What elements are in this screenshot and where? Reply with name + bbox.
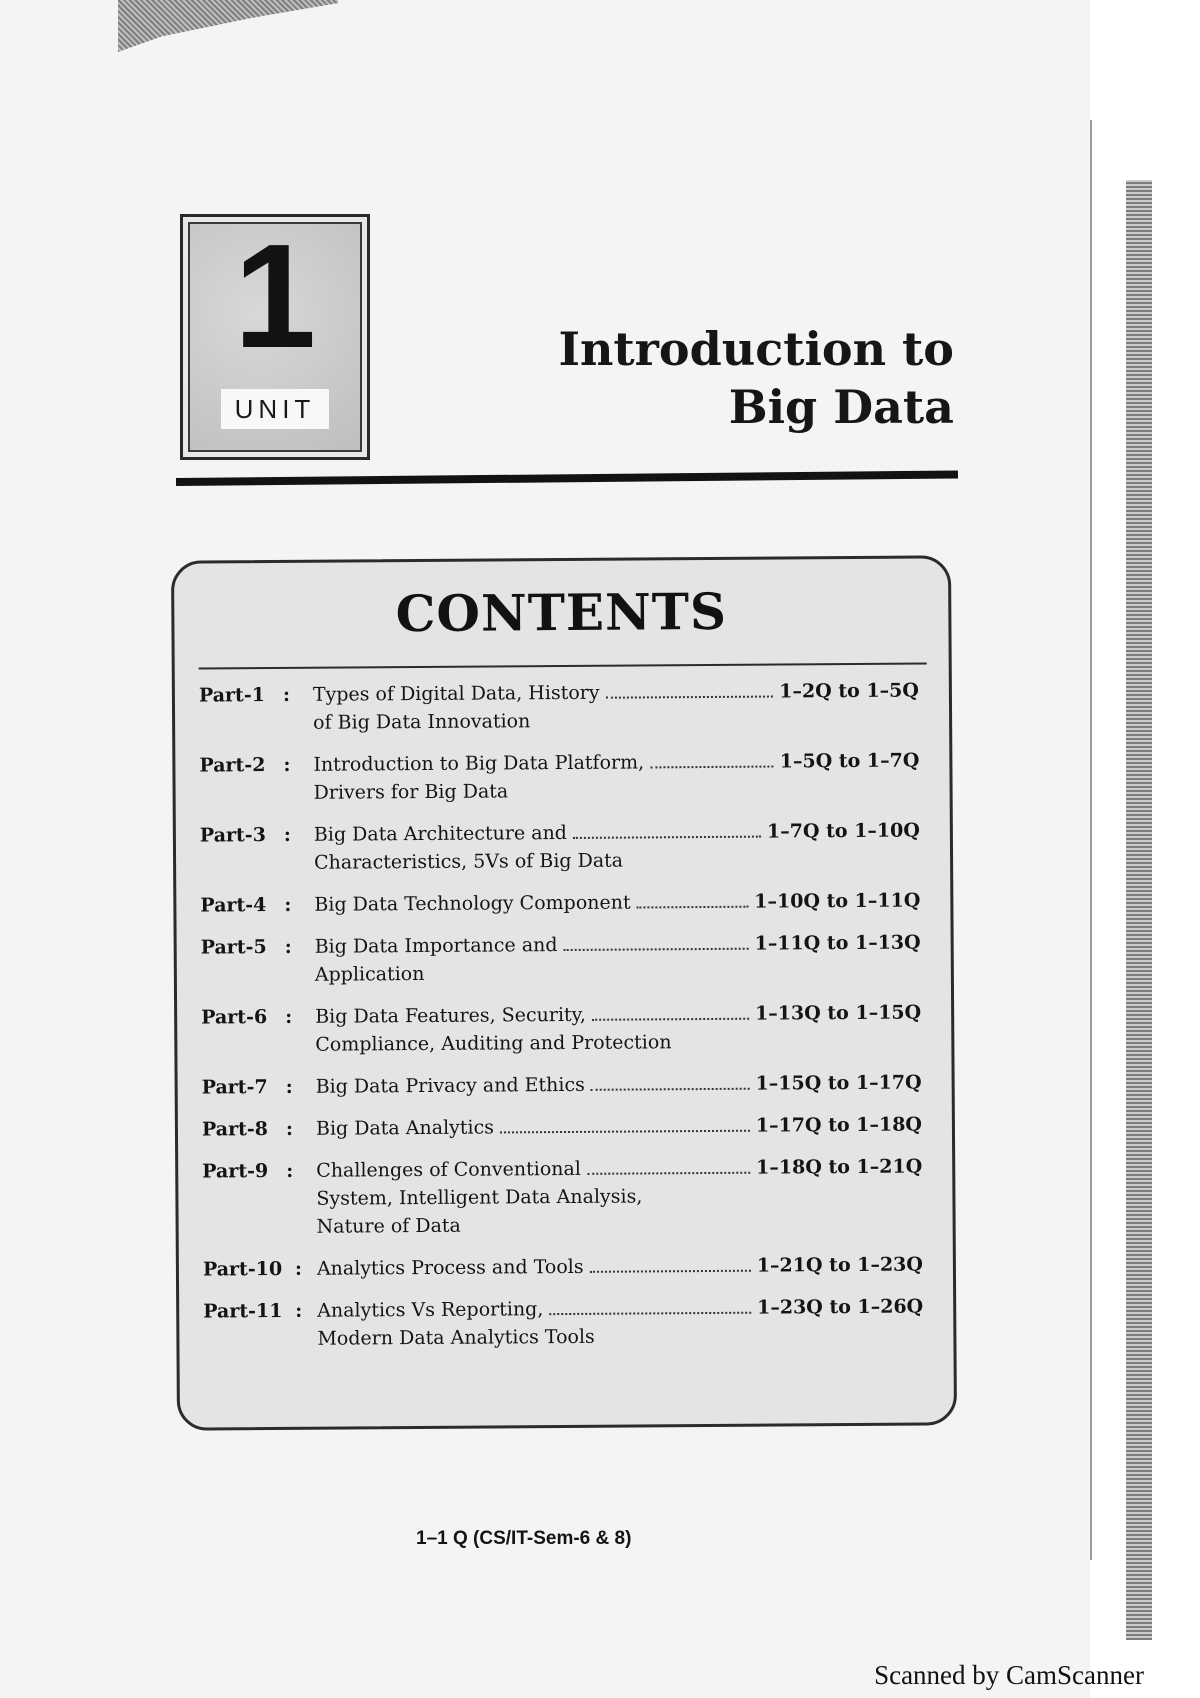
contents-topic: Big Data Features, Security,: [315, 1003, 586, 1028]
unit-badge: [180, 214, 370, 460]
contents-topic-continuation: Drivers for Big Data: [313, 780, 509, 804]
contents-entry: [317, 1293, 923, 1353]
contents-page-range: 1–17Q to 1–18Q: [755, 1113, 923, 1137]
contents-entry-first-line: [317, 1251, 923, 1283]
contents-part-label: Part-6: [201, 1006, 268, 1029]
contents-page-range: 1–23Q to 1–26Q: [757, 1295, 924, 1319]
contents-entry: [316, 1069, 922, 1101]
contents-separator: :: [285, 1005, 293, 1028]
contents-page-range: 1–21Q to 1–23Q: [756, 1253, 923, 1277]
contents-heading: CONTENTS: [395, 581, 728, 644]
contents-part-label: Part-3: [199, 824, 266, 847]
contents-row: [199, 677, 919, 738]
contents-separator: :: [283, 753, 291, 776]
contents-topic: Analytics Process and Tools: [316, 1255, 584, 1280]
contents-row: [203, 1251, 923, 1284]
contents-page-range: 1–13Q to 1–15Q: [754, 1001, 922, 1025]
contents-separator: :: [294, 1257, 303, 1280]
contents-entry-first-line: [313, 677, 919, 709]
contents-entry-first-line: [314, 887, 920, 919]
dot-leader: [549, 1311, 751, 1315]
contents-entry: [316, 1153, 923, 1241]
scan-right-margin: [1090, 0, 1200, 1698]
unit-title-line-1: Introduction to: [558, 322, 954, 376]
dot-leader: [587, 1171, 750, 1175]
contents-row: [202, 1153, 923, 1242]
contents-entry: [314, 817, 920, 877]
contents-part-label: Part-9: [202, 1160, 269, 1183]
contents-separator: :: [284, 935, 292, 958]
contents-separator: :: [286, 1159, 294, 1182]
contents-row: [201, 929, 921, 990]
contents-entry-first-line: [317, 1293, 923, 1325]
contents-entry: [315, 929, 921, 989]
contents-part-label: Part-11: [203, 1299, 283, 1323]
contents-topic: Big Data Analytics: [315, 1116, 495, 1140]
contents-entry-first-line: [316, 1111, 922, 1143]
contents-page-range: 1–18Q to 1–21Q: [756, 1155, 923, 1179]
scan-edge-line: [1090, 120, 1092, 1560]
contents-topic: Challenges of Conventional: [316, 1157, 581, 1182]
contents-topic: Types of Digital Data, History: [312, 681, 600, 706]
contents-part-label: Part-8: [201, 1118, 269, 1141]
contents-topic: Analytics Vs Reporting,: [317, 1298, 544, 1322]
contents-entry-first-line: [316, 1153, 922, 1185]
contents-part-label: Part-5: [200, 936, 267, 959]
contents-page-range: 1–10Q to 1–11Q: [754, 889, 921, 913]
contents-separator: :: [284, 893, 292, 916]
contents-row: [199, 747, 919, 808]
contents-topic-continuation: Nature of Data: [316, 1214, 461, 1238]
page-code: 1–1 Q (CS/IT-Sem-6 & 8): [416, 1528, 632, 1549]
contents-part-label: Part-2: [199, 754, 266, 777]
scanner-watermark: Scanned by CamScanner: [874, 1660, 1144, 1690]
table-of-contents: [199, 677, 924, 1368]
contents-row: [201, 999, 921, 1060]
unit-label: UNIT: [221, 389, 329, 429]
dot-leader: [500, 1129, 750, 1134]
contents-separator: :: [283, 823, 291, 846]
contents-row: [202, 1069, 922, 1102]
contents-topic-continuation: of Big Data Innovation: [313, 710, 531, 734]
dot-leader: [606, 695, 774, 699]
contents-page-range: 1–5Q to 1–7Q: [779, 749, 920, 773]
contents-page-range: 1–7Q to 1–10Q: [766, 819, 920, 843]
dot-leader: [637, 905, 749, 909]
dot-leader: [573, 835, 761, 839]
contents-divider: [199, 662, 927, 669]
contents-entry: [313, 747, 919, 807]
contents-entry-first-line: [315, 999, 921, 1031]
scan-edge-strip: [1126, 180, 1152, 1640]
contents-entry-first-line: [314, 817, 920, 849]
dot-leader: [592, 1017, 749, 1021]
contents-panel: [171, 555, 957, 1430]
contents-row: [200, 887, 920, 920]
dot-leader: [564, 947, 749, 951]
contents-separator: :: [295, 1299, 303, 1322]
contents-entry-first-line: [316, 1069, 922, 1101]
contents-entry: [315, 999, 921, 1059]
contents-part-label: Part-1: [198, 684, 265, 707]
contents-separator: :: [282, 683, 291, 706]
contents-topic: Introduction to Big Data Platform,: [313, 751, 645, 776]
dot-leader: [590, 1269, 751, 1273]
contents-separator: :: [285, 1075, 293, 1098]
scan-shadow-corner: [118, 0, 338, 52]
contents-entry-first-line: [313, 747, 919, 779]
unit-number: 1: [233, 214, 317, 379]
contents-separator: :: [285, 1117, 294, 1140]
unit-title-line-2: Big Data: [728, 380, 954, 434]
contents-topic: Big Data Importance and: [314, 934, 558, 958]
contents-entry: [313, 677, 919, 737]
contents-topic: Big Data Technology Component: [314, 891, 631, 916]
contents-part-label: Part-4: [200, 894, 267, 917]
contents-row: [200, 817, 920, 878]
contents-entry: [316, 1111, 922, 1143]
contents-topic-continuation: Compliance, Auditing and Protection: [315, 1031, 672, 1056]
contents-topic: Big Data Architecture and: [313, 821, 568, 846]
contents-topic: Big Data Privacy and Ethics: [315, 1073, 585, 1098]
contents-topic-continuation: Modern Data Analytics Tools: [317, 1325, 595, 1350]
unit-title: [558, 320, 954, 436]
contents-topic-continuation: System, Intelligent Data Analysis,: [316, 1185, 643, 1210]
contents-part-label: Part-7: [201, 1076, 268, 1099]
contents-part-label: Part-10: [202, 1257, 283, 1281]
contents-page-range: 1–11Q to 1–13Q: [754, 931, 921, 955]
contents-topic-continuation: Application: [314, 962, 425, 986]
contents-entry: [314, 887, 920, 919]
contents-page-range: 1–2Q to 1–5Q: [779, 679, 919, 703]
contents-page-range: 1–15Q to 1–17Q: [755, 1071, 922, 1095]
contents-row: [203, 1293, 923, 1354]
contents-row: [202, 1111, 922, 1144]
dot-leader: [591, 1087, 750, 1091]
dot-leader: [650, 765, 774, 769]
contents-entry: [317, 1251, 923, 1283]
contents-entry-first-line: [315, 929, 921, 961]
contents-topic-continuation: Characteristics, 5Vs of Big Data: [314, 849, 624, 874]
title-divider: [176, 470, 958, 486]
